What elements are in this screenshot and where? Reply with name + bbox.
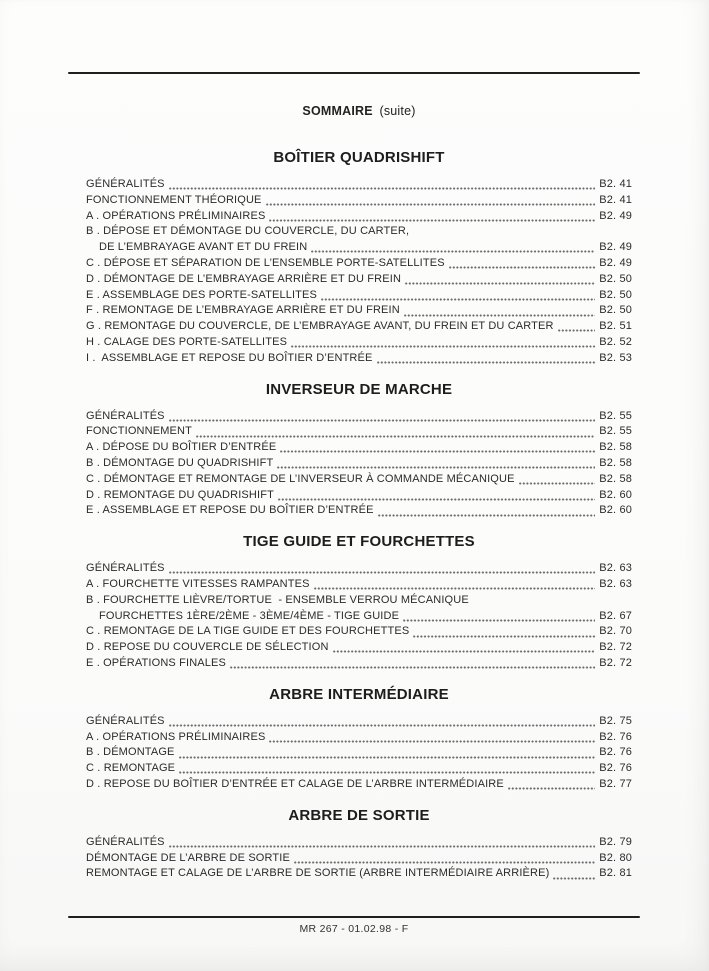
toc-entry-title: A . OPÉRATIONS PRÉLIMINAIRES [86,209,266,222]
toc-entry [86,457,632,473]
toc-entry-page: B2. 72 [599,641,632,654]
toc-entry [86,320,632,336]
toc-entry-title: B . FOURCHETTE LIÈVRE/TORTUE - ENSEMBLE VERROU MÉCANIQUE [86,593,469,606]
toc-entry-page: B2. 58 [599,456,632,469]
dot-leader [333,650,596,653]
section-heading: ARBRE DE SORTIE [288,806,430,824]
toc-entry-page: B2. 80 [599,851,632,864]
dot-leader [321,298,595,301]
toc-entry-title: A . OPÉRATIONS PRÉLIMINAIRES [86,730,266,743]
toc-entry-title: A . DÉPOSE DU BOÎTIER D’ENTRÉE [86,441,277,454]
dot-leader [553,877,595,880]
toc-entry [86,715,632,731]
toc-entry-title: D . REMONTAGE DU QUADRISHIFT [86,488,274,501]
toc-entry-title: FOURCHETTES 1ÈRE/2ÈME - 3ÈME/4ÈME - TIGE GUIDE [99,609,400,622]
toc-entry-page: B2. 60 [599,504,632,517]
dot-leader [314,587,596,590]
toc-entry-title: C . REMONTAGE [86,762,176,775]
dot-leader [378,514,596,517]
dot-leader [266,203,596,206]
toc-entry [86,241,632,257]
toc-entry [86,867,632,883]
toc-entry [86,289,632,305]
toc-section [86,686,632,794]
dot-leader [277,466,595,469]
toc-entry-page: B2. 72 [599,656,632,669]
toc-entry [86,304,632,320]
toc-entry [86,731,632,747]
toc-entry-page: B2. 76 [599,762,632,775]
toc-section [86,533,632,673]
toc-entry [86,425,632,441]
dot-leader [508,787,595,790]
toc-entry-title: F . REMONTAGE DE L’EMBRAYAGE ARRIÈRE ET DU FREIN [86,304,400,317]
toc-entry-title: A . FOURCHETTE VITESSES RAMPANTES [86,577,310,590]
dot-leader [169,571,596,574]
toc-entry [86,441,632,457]
toc-entry-title: C . DÉMONTAGE ET REMONTAGE DE L’INVERSEUR À COMMANDE MÉCANIQUE [86,472,515,485]
toc-list [86,715,632,794]
toc-entry-page: B2. 49 [599,209,632,222]
toc-entry-page: B2. 75 [599,714,632,727]
toc-entry [86,489,632,505]
toc-entry [86,352,632,368]
dot-leader [403,619,595,622]
toc-entry-title: C . REMONTAGE DE LA TIGE GUIDE ET DES FOURCHETTES [86,625,410,638]
toc-entry-title: GÉNÉRALITÉS [86,178,165,190]
page-title [86,103,632,119]
dot-leader [269,740,595,743]
toc-entry [86,336,632,352]
toc-entry-page: B2. 76 [599,746,632,759]
toc-entry [86,852,632,868]
toc-entry-page: B2. 81 [599,867,632,880]
toc-entry-title: E . ASSEMBLAGE DES PORTE-SATELLITES [86,288,318,301]
dot-leader [196,435,595,438]
section-heading: INVERSEUR DE MARCHE [265,380,453,398]
toc-entry-title: E . ASSEMBLAGE ET REPOSE DU BOÎTIER D’ENTRÉE [86,504,374,517]
toc-entry-title: DE L’EMBRAYAGE AVANT ET DU FREIN [99,241,308,254]
section-heading: ARBRE INTERMÉDIAIRE [269,685,449,703]
toc-entry [86,746,632,762]
section-heading: BOÎTIER QUADRISHIFT [273,149,445,166]
toc-entry-page: B2. 53 [599,351,632,364]
toc-entry-page: B2. 41 [599,193,632,206]
dot-leader [179,756,596,759]
toc-entry-page: B2. 52 [599,335,632,348]
toc-entry [86,225,632,241]
toc-entry-title: E . OPÉRATIONS FINALES [86,656,227,669]
dot-leader [278,498,595,501]
toc-entry-title: GÉNÉRALITÉS [86,714,165,727]
toc-entry-title: FONCTIONNEMENT THÉORIQUE [86,193,262,206]
dot-leader [169,724,596,727]
dot-leader [519,482,596,485]
toc-section [86,807,632,883]
toc-entry [86,836,632,852]
dot-leader [169,845,596,848]
toc-entry-page: B2. 63 [599,562,632,575]
toc-list [86,562,632,673]
toc-entry-title: D . REPOSE DU COUVERCLE DE SÉLECTION [86,641,329,654]
dot-leader [169,187,596,190]
toc-entry-title: GÉNÉRALITÉS [86,835,165,848]
toc-entry-title: C . DÉPOSE ET SÉPARATION DE L’ENSEMBLE PORTE-SATELLITES [86,256,445,269]
toc-entry-page: B2. 63 [599,577,632,590]
toc-entry-page: B2. 76 [599,730,632,743]
toc-entry [86,594,632,610]
footer-reference: MR 267 - 01.02.98 - F [299,923,409,935]
toc-entry-title: GÉNÉRALITÉS [86,562,165,575]
toc-entry [86,210,632,226]
toc-entry-title: B . DÉMONTAGE DU QUADRISHIFT [86,456,274,469]
toc-entry-title: B . DÉMONTAGE [86,746,175,759]
toc-entry-page: B2. 49 [599,256,632,269]
toc-entry [86,778,632,794]
toc-entry-page: B2. 50 [599,288,632,301]
toc-entry [86,504,632,520]
toc-entry-page: B2. 55 [599,425,632,438]
toc-entry [86,473,632,489]
toc-list [86,410,632,521]
toc-entry-title: D . DÉMONTAGE DE L’EMBRAYAGE ARRIÈRE ET DU FREIN [86,272,402,285]
toc-entry-title: DÉMONTAGE DE L’ARBRE DE SORTIE [86,851,290,864]
dot-leader [404,314,595,317]
toc-entry-page: B2. 41 [599,178,632,190]
toc-entry-page: B2. 50 [599,304,632,317]
toc-entry-page: B2. 70 [599,625,632,638]
toc-entry-page: B2. 50 [599,272,632,285]
toc-entry [86,178,632,194]
toc-entry [86,257,632,273]
toc-entry [86,410,632,426]
toc-entry [86,610,632,626]
dot-leader [558,329,596,332]
title-main: SOMMAIRE [302,104,373,118]
dot-leader [169,419,596,422]
toc-list [86,836,632,883]
toc-entry [86,578,632,594]
toc-entry-page: B2. 67 [599,609,632,622]
dot-leader [311,250,595,253]
toc-entry [86,762,632,778]
toc-entry-page: B2. 58 [599,441,632,454]
toc-entry [86,641,632,657]
dot-leader [291,345,595,348]
toc-entry-page: B2. 58 [599,472,632,485]
dot-leader [377,361,596,364]
dot-leader [294,861,595,864]
toc-entry-page: B2. 55 [599,409,632,422]
toc-entry-title: H . CALAGE DES PORTE-SATELLITES [86,335,288,348]
dot-leader [280,450,595,453]
toc-entry-title: I . ASSEMBLAGE ET REPOSE DU BOÎTIER D’ENTRÉE [86,351,373,364]
dot-leader [413,635,595,638]
toc-entry-title: B . DÉPOSE ET DÉMONTAGE DU COUVERCLE, DU CARTER, [86,225,410,238]
section-heading: TIGE GUIDE ET FOURCHETTES [243,533,475,551]
toc-entry-page: B2. 60 [599,488,632,501]
toc-entry [86,562,632,578]
toc-entry [86,625,632,641]
toc-entry-title: REMONTAGE ET CALAGE DE L’ARBRE DE SORTIE (ARBRE INTERMÉDIAIRE ARRIÈRE) [86,867,550,880]
toc-section [86,149,632,368]
toc-entry-page: B2. 79 [599,835,632,848]
footer-rule [68,916,640,918]
toc-entry-page: B2. 49 [599,241,632,254]
toc-list [86,178,632,368]
toc-section [86,381,632,521]
toc-entry-title: GÉNÉRALITÉS [86,409,165,422]
dot-leader [269,219,595,222]
title-suffix: (suite) [379,104,416,118]
toc-entry-title: G . REMONTAGE DU COUVERCLE, DE L’EMBRAYAGE AVANT, DU FREIN ET DU CARTER [86,320,554,333]
toc-entry [86,657,632,673]
toc-entry-title: FONCTIONNEMENT [86,425,192,438]
toc-entry-title: D . REPOSE DU BOÎTIER D’ENTRÉE ET CALAGE DE L’ARBRE INTERMÉDIAIRE [86,777,504,790]
table-of-contents [86,149,632,883]
toc-entry [86,273,632,289]
dot-leader [179,771,595,774]
page-content [86,0,632,883]
toc-entry-page: B2. 77 [599,777,632,790]
toc-entry [86,194,632,210]
toc-entry-page: B2. 51 [599,320,632,333]
dot-leader [405,282,595,285]
dot-leader [230,666,595,669]
dot-leader [449,266,596,269]
